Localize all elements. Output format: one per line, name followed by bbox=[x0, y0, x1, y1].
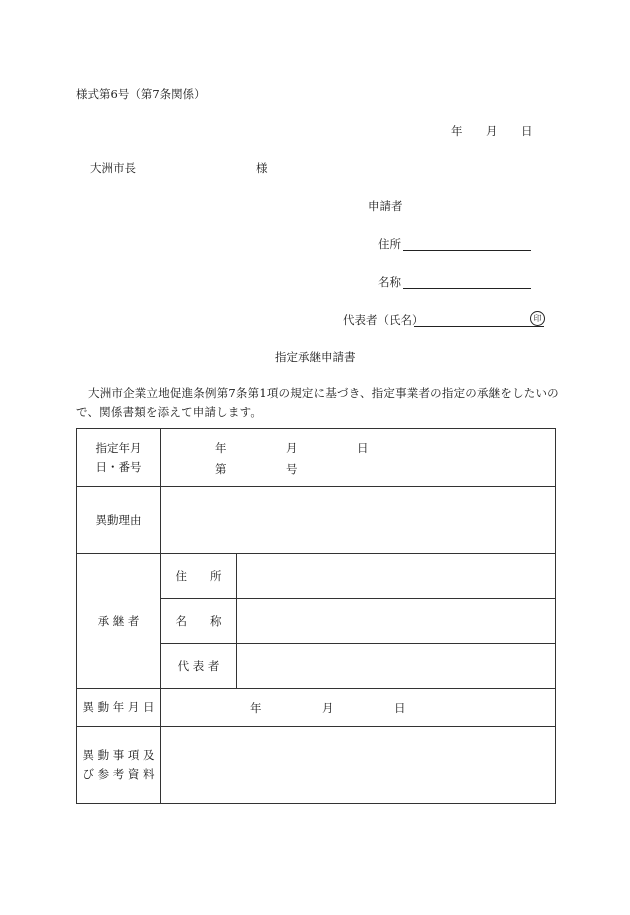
successor-rep-value-cell[interactable] bbox=[236, 643, 556, 689]
applicant-representative-label: 代表者（氏名） bbox=[343, 313, 424, 327]
addressee-name: 大洲市長 bbox=[90, 161, 136, 175]
change-year: 年 bbox=[250, 701, 262, 715]
date-day-label: 日 bbox=[521, 124, 533, 138]
change-month: 月 bbox=[322, 701, 334, 715]
designation-label: 指定年月日・番号 bbox=[95, 440, 142, 474]
change-reason-label: 異動理由 bbox=[95, 512, 142, 527]
addressee-honorific: 様 bbox=[256, 161, 268, 175]
successor-rep-label: 代 表 者 bbox=[177, 658, 220, 673]
successor-address-label: 住 所 bbox=[175, 568, 222, 583]
change-date-label: 異 動 年 月 日 bbox=[82, 700, 155, 714]
applicant-name-line[interactable] bbox=[403, 288, 531, 289]
seal-mark-icon: 印 bbox=[530, 311, 545, 326]
designation-year: 年 bbox=[215, 441, 227, 455]
change-date-value-cell[interactable] bbox=[160, 688, 556, 727]
designation-day: 日 bbox=[357, 441, 369, 455]
designation-no-prefix: 第 bbox=[215, 462, 227, 476]
applicant-representative-line[interactable] bbox=[414, 326, 544, 327]
document-title: 指定承継申請書 bbox=[275, 350, 356, 364]
designation-value-cell[interactable] bbox=[160, 428, 556, 487]
date-month-label: 月 bbox=[486, 124, 498, 138]
items-value-cell[interactable] bbox=[160, 726, 556, 804]
designation-month: 月 bbox=[286, 441, 298, 455]
successor-name-label: 名 称 bbox=[175, 613, 222, 628]
applicant-address-label: 住所 bbox=[378, 237, 401, 251]
change-day: 日 bbox=[394, 701, 406, 715]
successor-address-value-cell[interactable] bbox=[236, 553, 556, 599]
date-year-label: 年 bbox=[451, 124, 463, 138]
successor-label: 承 継 者 bbox=[97, 613, 140, 628]
applicant-heading: 申請者 bbox=[368, 199, 403, 213]
form-number: 様式第6号（第7条関係） bbox=[76, 87, 206, 101]
items-label: 異 動 事 項 及 び 参 考 資 料 bbox=[82, 748, 155, 781]
applicant-name-label: 名称 bbox=[378, 275, 401, 289]
intro-paragraph: 大洲市企業立地促進条例第7条第1項の規定に基づき、指定事業者の指定の承継をしたいので、関係書類を添えて申請します。 bbox=[76, 386, 559, 419]
applicant-address-line[interactable] bbox=[403, 250, 531, 251]
designation-no-suffix: 号 bbox=[286, 462, 298, 476]
successor-name-value-cell[interactable] bbox=[236, 598, 556, 644]
change-reason-value-cell[interactable] bbox=[160, 486, 556, 554]
